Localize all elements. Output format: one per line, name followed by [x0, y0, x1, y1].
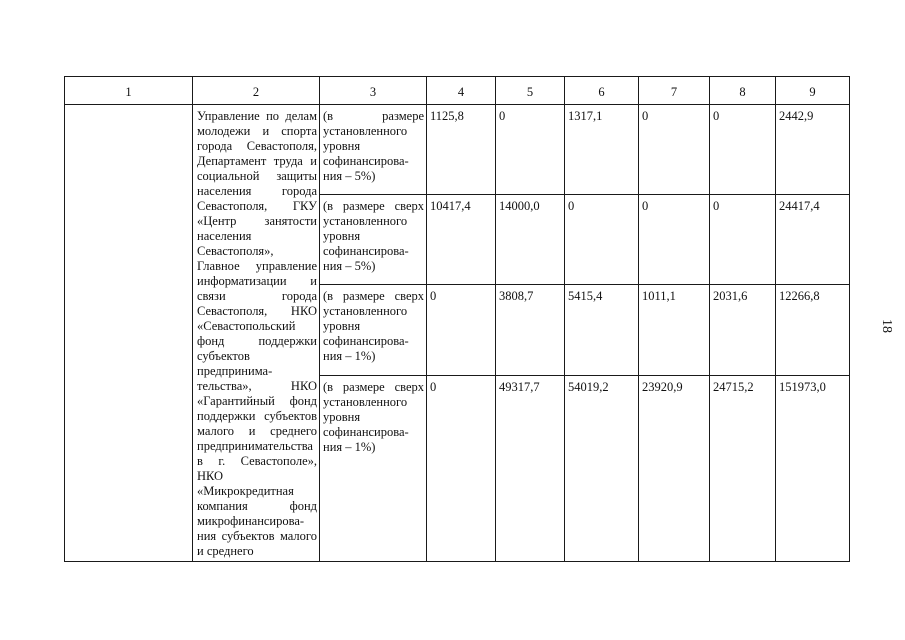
- value-cell: 1011,1: [639, 285, 710, 375]
- value-cell: 0: [427, 375, 496, 561]
- value-cell: 0: [710, 105, 776, 195]
- value-cell: 49317,7: [496, 375, 565, 561]
- column-number-2: 2: [193, 77, 320, 105]
- value-cell: 0: [496, 105, 565, 195]
- column-number-5: 5: [496, 77, 565, 105]
- value-cell: 54019,2: [565, 375, 639, 561]
- funding-level-cell: (в размере сверх установленного уровня софинансирова-ния – 1%): [320, 375, 427, 561]
- value-cell: 23920,9: [639, 375, 710, 561]
- value-cell: 5415,4: [565, 285, 639, 375]
- funding-level-cell: (в размере сверх установленного уровня софинансирова-ния – 1%): [320, 285, 427, 375]
- value-cell: 1125,8: [427, 105, 496, 195]
- column-number-1: 1: [65, 77, 193, 105]
- column-1-cell: [65, 105, 193, 562]
- column-number-8: 8: [710, 77, 776, 105]
- value-cell: 1317,1: [565, 105, 639, 195]
- total-cell: 12266,8: [776, 285, 850, 375]
- table-header-row: [65, 77, 850, 105]
- value-cell: 3808,7: [496, 285, 565, 375]
- column-number-3: 3: [320, 77, 427, 105]
- value-cell: 24715,2: [710, 375, 776, 561]
- column-number-9: 9: [776, 77, 850, 105]
- column-number-6: 6: [565, 77, 639, 105]
- value-cell: 2031,6: [710, 285, 776, 375]
- funding-level-cell: (в размере сверх установленного уровня софинансирова-ния – 5%): [320, 195, 427, 285]
- value-cell: 0: [710, 195, 776, 285]
- value-cell: 14000,0: [496, 195, 565, 285]
- funding-table: [64, 76, 850, 562]
- value-cell: 0: [565, 195, 639, 285]
- total-cell: 151973,0: [776, 375, 850, 561]
- column-number-4: 4: [427, 77, 496, 105]
- page-number: 18: [879, 319, 894, 333]
- total-cell: 2442,9: [776, 105, 850, 195]
- total-cell: 24417,4: [776, 195, 850, 285]
- value-cell: 0: [427, 285, 496, 375]
- funding-level-cell: (в размере установленного уровня софинансирова-ния – 5%): [320, 105, 427, 195]
- value-cell: 0: [639, 105, 710, 195]
- column-number-7: 7: [639, 77, 710, 105]
- table-row: [65, 105, 850, 195]
- value-cell: 10417,4: [427, 195, 496, 285]
- responsible-agencies-cell: Управление по делам молодежи и спорта города Севастополя, Департамент труда и социальной защиты населения города Севастополя, ГКУ «Центр занятости населения Севастополя», Главное управление информатизации и связи города Севастополя, НКО «Севастопольский фонд поддержки субъектов предпринима-тельства», НКО «Гарантийный фонд поддержки субъектов малого и среднего предпринимательства в г. Севастополе», НКО «Микрокредитная компания фонд микрофинансирова-ния субъектов малого и среднего: [193, 105, 320, 562]
- value-cell: 0: [639, 195, 710, 285]
